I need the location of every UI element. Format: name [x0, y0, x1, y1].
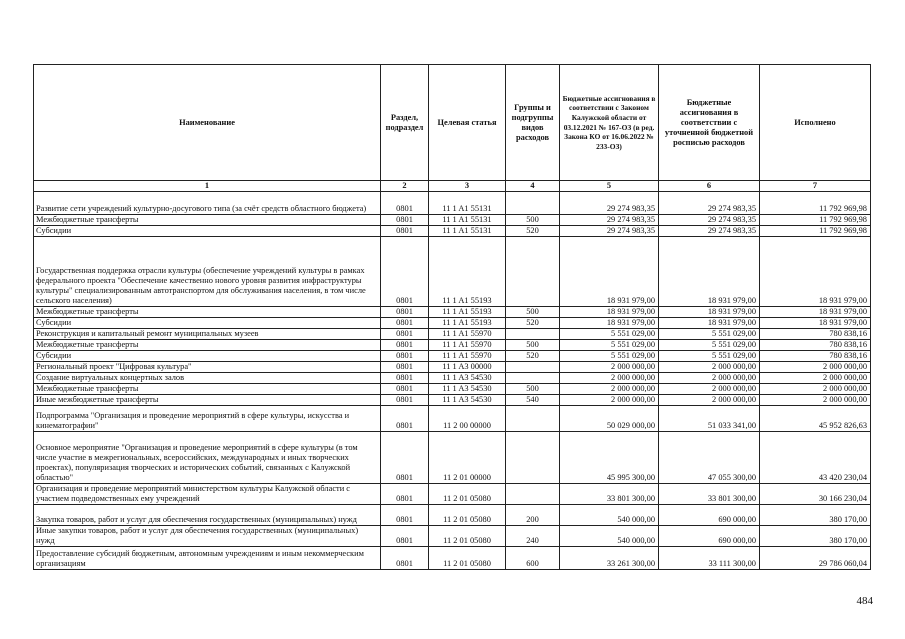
table-row: [34, 215, 871, 226]
cell-v3: 43 420 230,04: [760, 432, 871, 484]
cell-group: 540: [506, 395, 560, 406]
cell-group: [506, 237, 560, 307]
cell-group: [506, 192, 560, 215]
header-section: Раздел, подраздел: [381, 65, 429, 181]
cell-v2: 51 033 341,00: [659, 406, 760, 432]
table-row: [34, 192, 871, 215]
cell-v2: 18 931 979,00: [659, 307, 760, 318]
cell-target: 11 2 01 00000: [429, 432, 506, 484]
cell-name: Межбюджетные трансферты: [34, 340, 381, 351]
cell-group: 500: [506, 215, 560, 226]
cell-v3: 780 838,16: [760, 340, 871, 351]
cell-v3: 30 166 230,04: [760, 484, 871, 505]
cell-v2: 29 274 983,35: [659, 226, 760, 237]
table-row: [34, 362, 871, 373]
cell-section: 0801: [381, 226, 429, 237]
budget-table: [33, 64, 871, 570]
cell-group: 500: [506, 307, 560, 318]
cell-v2: 2 000 000,00: [659, 395, 760, 406]
cell-group: [506, 484, 560, 505]
cell-name: Государственная поддержка отрасли культуры (обеспечение учреждений культуры в рамках федерального проекта "Обеспечение качественно нового уровня развития инфраструктуры культуры" специализированным автотранспортом для обслуживания населения, в том числе сельского населения): [34, 237, 381, 307]
cell-group: 500: [506, 384, 560, 395]
cell-section: 0801: [381, 484, 429, 505]
cell-section: 0801: [381, 505, 429, 526]
cell-name: Организация и проведение мероприятий министерством культуры Калужской области с участием подведомственных ему учреждений: [34, 484, 381, 505]
cell-v1: 2 000 000,00: [560, 362, 659, 373]
cell-section: 0801: [381, 307, 429, 318]
table-row: [34, 432, 871, 484]
table-row: [34, 373, 871, 384]
cell-v2: 33 801 300,00: [659, 484, 760, 505]
cell-v1: 33 801 300,00: [560, 484, 659, 505]
cell-v3: 780 838,16: [760, 329, 871, 340]
header-budget-refined: Бюджетные ассигнования в соответствии с уточненной бюджетной росписью расходов: [659, 65, 760, 181]
cell-v1: 50 029 000,00: [560, 406, 659, 432]
cell-target: 11 1 A1 55131: [429, 192, 506, 215]
cell-target: 11 1 A3 54530: [429, 395, 506, 406]
table-row: [34, 484, 871, 505]
cell-name: Развитие сети учреждений культурно-досугового типа (за счёт средств областного бюджета): [34, 192, 381, 215]
cell-v1: 45 995 300,00: [560, 432, 659, 484]
cell-v1: 29 274 983,35: [560, 215, 659, 226]
cell-v1: 18 931 979,00: [560, 307, 659, 318]
cell-name: Межбюджетные трансферты: [34, 307, 381, 318]
cell-name: Межбюджетные трансферты: [34, 215, 381, 226]
cell-section: 0801: [381, 329, 429, 340]
cell-v1: 5 551 029,00: [560, 351, 659, 362]
cell-group: 240: [506, 526, 560, 547]
table-row: [34, 384, 871, 395]
cell-section: 0801: [381, 526, 429, 547]
cell-v1: 29 274 983,35: [560, 192, 659, 215]
cell-v2: 5 551 029,00: [659, 351, 760, 362]
header-name: Наименование: [34, 65, 381, 181]
cell-group: [506, 432, 560, 484]
cell-name: Межбюджетные трансферты: [34, 384, 381, 395]
column-number: 1: [34, 181, 381, 192]
table-row: [34, 329, 871, 340]
cell-target: 11 1 A3 54530: [429, 384, 506, 395]
cell-group: [506, 329, 560, 340]
header-target: Целевая статья: [429, 65, 506, 181]
cell-v2: 47 055 300,00: [659, 432, 760, 484]
cell-name: Иные межбюджетные трансферты: [34, 395, 381, 406]
cell-v2: 18 931 979,00: [659, 318, 760, 329]
table-row: [34, 547, 871, 570]
cell-group: [506, 373, 560, 384]
cell-v2: 690 000,00: [659, 526, 760, 547]
cell-section: 0801: [381, 362, 429, 373]
cell-v3: 11 792 969,98: [760, 215, 871, 226]
cell-target: 11 1 A1 55193: [429, 318, 506, 329]
cell-v3: 29 786 060,04: [760, 547, 871, 570]
table-row: [34, 351, 871, 362]
page-number: 484: [856, 595, 873, 607]
cell-v3: 11 792 969,98: [760, 192, 871, 215]
table-row: [34, 395, 871, 406]
cell-v3: 18 931 979,00: [760, 307, 871, 318]
cell-group: 500: [506, 340, 560, 351]
cell-section: 0801: [381, 192, 429, 215]
table-row: [34, 226, 871, 237]
cell-section: 0801: [381, 395, 429, 406]
cell-v2: 2 000 000,00: [659, 373, 760, 384]
cell-name: Закупка товаров, работ и услуг для обеспечения государственных (муниципальных) нужд: [34, 505, 381, 526]
cell-v2: 5 551 029,00: [659, 329, 760, 340]
cell-v2: 33 111 300,00: [659, 547, 760, 570]
column-number: 7: [760, 181, 871, 192]
header-executed: Исполнено: [760, 65, 871, 181]
cell-section: 0801: [381, 432, 429, 484]
cell-v2: 18 931 979,00: [659, 237, 760, 307]
cell-v3: 18 931 979,00: [760, 237, 871, 307]
cell-v2: 5 551 029,00: [659, 340, 760, 351]
cell-target: 11 2 01 05080: [429, 526, 506, 547]
cell-target: 11 1 A1 55970: [429, 340, 506, 351]
cell-section: 0801: [381, 351, 429, 362]
cell-section: 0801: [381, 340, 429, 351]
cell-v2: 2 000 000,00: [659, 384, 760, 395]
cell-v2: 29 274 983,35: [659, 192, 760, 215]
column-number-row: [34, 181, 871, 192]
column-number: 2: [381, 181, 429, 192]
cell-section: 0801: [381, 547, 429, 570]
cell-v3: 2 000 000,00: [760, 362, 871, 373]
cell-v3: 2 000 000,00: [760, 373, 871, 384]
cell-group: [506, 406, 560, 432]
table-row: [34, 505, 871, 526]
cell-name: Предоставление субсидий бюджетным, автономным учреждениям и иным некоммерческим организациям: [34, 547, 381, 570]
header-row: [34, 65, 871, 181]
cell-name: Субсидии: [34, 351, 381, 362]
cell-section: 0801: [381, 237, 429, 307]
cell-v3: 18 931 979,00: [760, 318, 871, 329]
column-number: 6: [659, 181, 760, 192]
cell-name: Субсидии: [34, 318, 381, 329]
header-budget-law: Бюджетные ассигнования в соответствии с Законом Калужской области от 03.12.2021 № 167-ОЗ (в ред. Закона КО от 16.06.2022 № 233-ОЗ): [560, 65, 659, 181]
cell-v3: 380 170,00: [760, 505, 871, 526]
cell-v1: 2 000 000,00: [560, 395, 659, 406]
cell-name: Основное мероприятие "Организация и проведение мероприятий в сфере культуры (в том числе участие в межрегиональных, всероссийских, международных и иных творческих проектах), популяризация творческих и исторических событий, связанных с Калужской областью": [34, 432, 381, 484]
header-groups: Группы и подгруппы видов расходов: [506, 65, 560, 181]
cell-name: Подпрограмма "Организация и проведение мероприятий в сфере культуры, искусства и кинематографии": [34, 406, 381, 432]
cell-target: 11 2 01 05080: [429, 484, 506, 505]
cell-v3: 780 838,16: [760, 351, 871, 362]
cell-target: 11 1 A1 55193: [429, 307, 506, 318]
cell-target: 11 2 00 00000: [429, 406, 506, 432]
cell-v1: 540 000,00: [560, 526, 659, 547]
cell-v2: 2 000 000,00: [659, 362, 760, 373]
table-row: [34, 307, 871, 318]
cell-target: 11 2 01 05080: [429, 505, 506, 526]
cell-section: 0801: [381, 406, 429, 432]
table-body: [34, 192, 871, 570]
cell-target: 11 1 A1 55131: [429, 226, 506, 237]
table-row: [34, 526, 871, 547]
cell-v2: 29 274 983,35: [659, 215, 760, 226]
cell-v3: 2 000 000,00: [760, 395, 871, 406]
cell-v1: 33 261 300,00: [560, 547, 659, 570]
cell-v3: 380 170,00: [760, 526, 871, 547]
cell-v1: 2 000 000,00: [560, 384, 659, 395]
cell-v1: 5 551 029,00: [560, 340, 659, 351]
cell-target: 11 1 A1 55970: [429, 351, 506, 362]
cell-v3: 11 792 969,98: [760, 226, 871, 237]
cell-v1: 5 551 029,00: [560, 329, 659, 340]
cell-group: [506, 362, 560, 373]
cell-v1: 2 000 000,00: [560, 373, 659, 384]
table-row: [34, 406, 871, 432]
cell-name: Создание виртуальных концертных залов: [34, 373, 381, 384]
cell-v1: 18 931 979,00: [560, 237, 659, 307]
cell-section: 0801: [381, 384, 429, 395]
cell-target: 11 1 A1 55193: [429, 237, 506, 307]
table-row: [34, 340, 871, 351]
cell-target: 11 2 01 05080: [429, 547, 506, 570]
cell-target: 11 1 A1 55970: [429, 329, 506, 340]
cell-section: 0801: [381, 215, 429, 226]
cell-group: 520: [506, 318, 560, 329]
column-number: 3: [429, 181, 506, 192]
cell-v2: 690 000,00: [659, 505, 760, 526]
cell-group: 520: [506, 351, 560, 362]
cell-v1: 29 274 983,35: [560, 226, 659, 237]
column-number: 4: [506, 181, 560, 192]
cell-section: 0801: [381, 373, 429, 384]
cell-section: 0801: [381, 318, 429, 329]
cell-group: 200: [506, 505, 560, 526]
cell-name: Реконструкция и капитальный ремонт муниципальных музеев: [34, 329, 381, 340]
cell-v1: 18 931 979,00: [560, 318, 659, 329]
cell-target: 11 1 A3 54530: [429, 373, 506, 384]
cell-v3: 2 000 000,00: [760, 384, 871, 395]
column-number: 5: [560, 181, 659, 192]
cell-group: 520: [506, 226, 560, 237]
table-row: [34, 318, 871, 329]
cell-name: Региональный проект "Цифровая культура": [34, 362, 381, 373]
cell-group: 600: [506, 547, 560, 570]
cell-v3: 45 952 826,63: [760, 406, 871, 432]
table-row: [34, 237, 871, 307]
cell-name: Субсидии: [34, 226, 381, 237]
cell-target: 11 1 A3 00000: [429, 362, 506, 373]
cell-v1: 540 000,00: [560, 505, 659, 526]
cell-name: Иные закупки товаров, работ и услуг для обеспечения государственных (муниципальных) нужд: [34, 526, 381, 547]
cell-target: 11 1 A1 55131: [429, 215, 506, 226]
